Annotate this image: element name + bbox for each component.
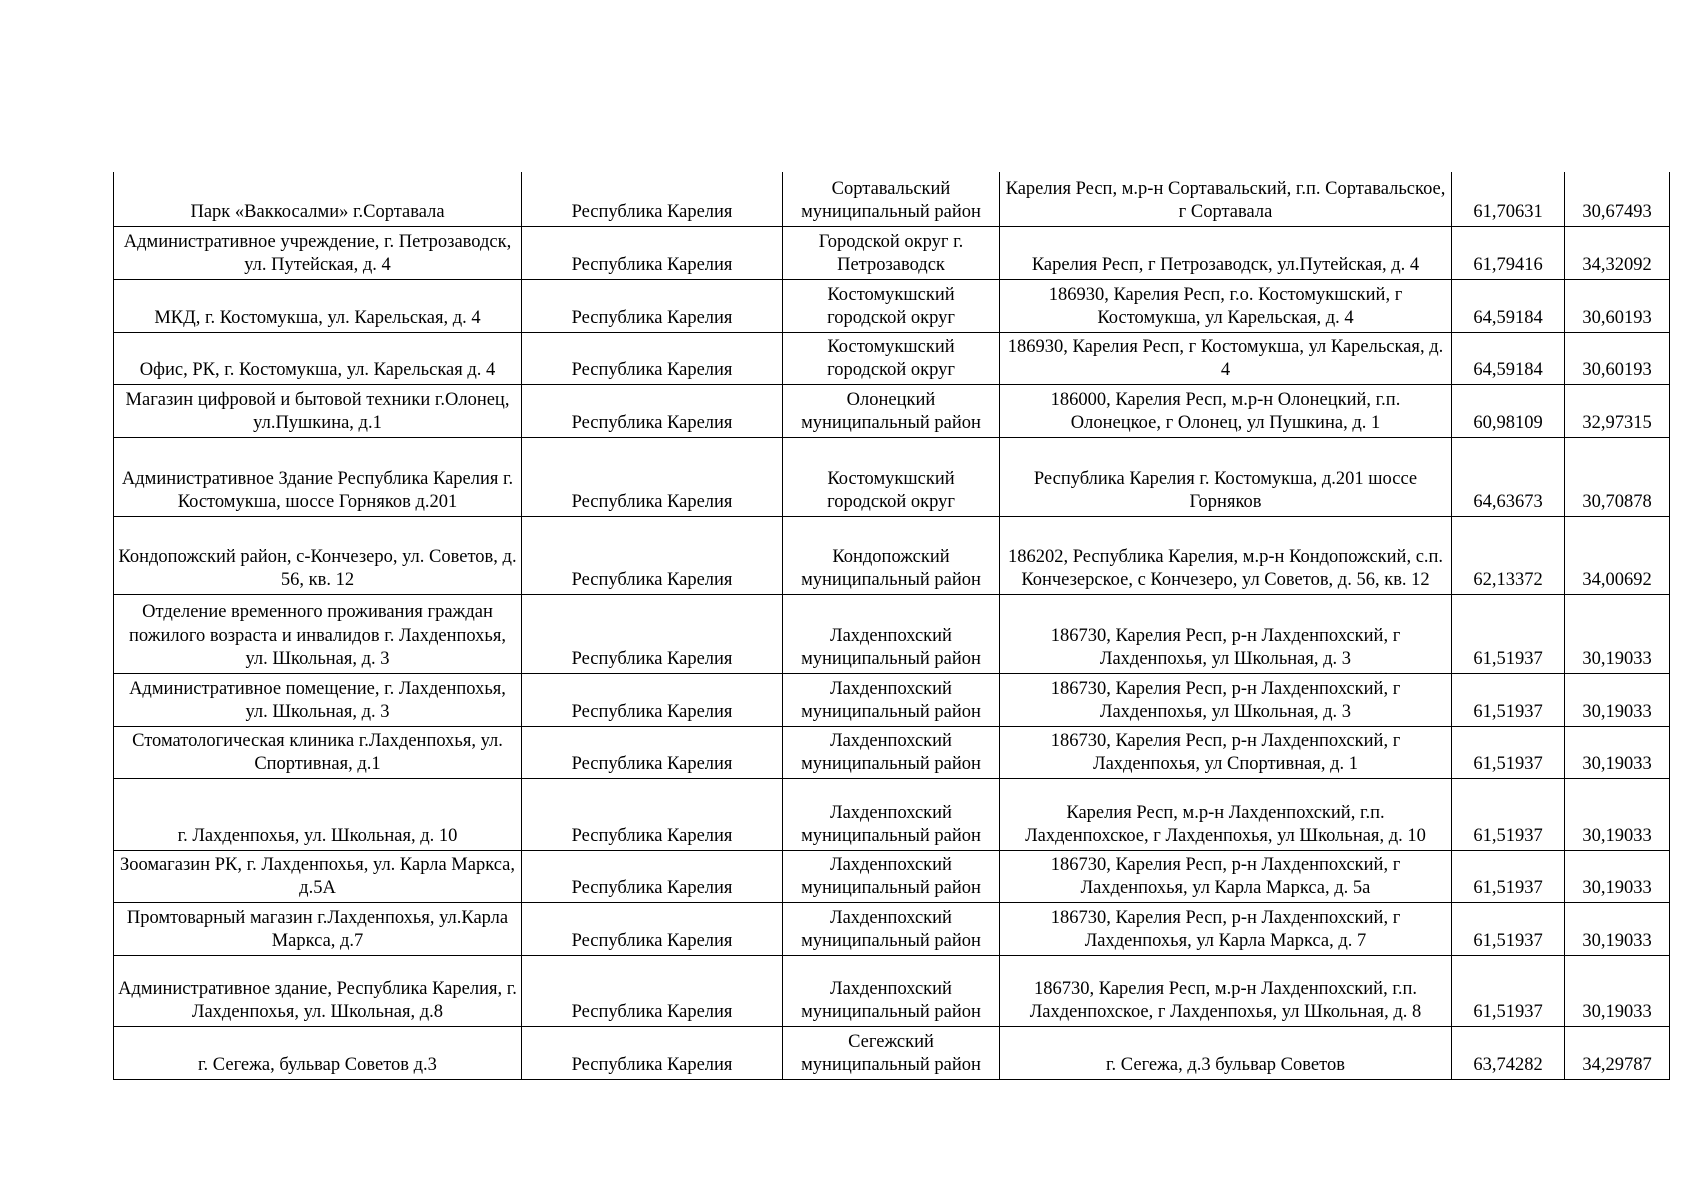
- municipality-cell: Костомукшский городской округ: [783, 332, 1000, 384]
- longitude-cell: 30,19033: [1565, 673, 1670, 726]
- latitude-cell: 61,51937: [1452, 726, 1565, 778]
- region-cell: Республика Карелия: [522, 384, 783, 437]
- municipality-cell: Костомукшский городской округ: [783, 437, 1000, 516]
- latitude-cell: 61,51937: [1452, 673, 1565, 726]
- table-row: [114, 778, 1670, 850]
- table-row: [114, 226, 1670, 279]
- region-cell: Республика Карелия: [522, 850, 783, 902]
- address-cell: 186730, Карелия Респ, м.р-н Лахденпохский, г.п. Лахденпохское, г Лахденпохья, ул Школьная, д. 8: [1000, 955, 1452, 1026]
- longitude-cell: 30,60193: [1565, 279, 1670, 332]
- latitude-cell: 60,98109: [1452, 384, 1565, 437]
- object-name-cell: МКД, г. Костомукша, ул. Карельская, д. 4: [114, 279, 522, 332]
- latitude-cell: 61,70631: [1452, 172, 1565, 226]
- region-cell: Республика Карелия: [522, 516, 783, 594]
- longitude-cell: 30,19033: [1565, 778, 1670, 850]
- region-cell: Республика Карелия: [522, 955, 783, 1026]
- municipality-cell: Лахденпохский муниципальный район: [783, 902, 1000, 955]
- object-name-cell: Административное Здание Республика Карелия г. Костомукша, шоссе Горняков д.201: [114, 437, 522, 516]
- region-cell: Республика Карелия: [522, 226, 783, 279]
- latitude-cell: 64,63673: [1452, 437, 1565, 516]
- latitude-cell: 62,13372: [1452, 516, 1565, 594]
- region-cell: Республика Карелия: [522, 437, 783, 516]
- municipality-cell: Лахденпохский муниципальный район: [783, 673, 1000, 726]
- table-row: [114, 955, 1670, 1026]
- region-cell: Республика Карелия: [522, 673, 783, 726]
- latitude-cell: 61,51937: [1452, 778, 1565, 850]
- municipality-cell: Лахденпохский муниципальный район: [783, 778, 1000, 850]
- address-cell: Республика Карелия г. Костомукша, д.201 шоссе Горняков: [1000, 437, 1452, 516]
- latitude-cell: 63,74282: [1452, 1026, 1565, 1079]
- latitude-cell: 61,79416: [1452, 226, 1565, 279]
- object-name-cell: Административное здание, Республика Карелия, г. Лахденпохья, ул. Школьная, д.8: [114, 955, 522, 1026]
- object-name-cell: Офис, РК, г. Костомукша, ул. Карельская д. 4: [114, 332, 522, 384]
- address-cell: 186000, Карелия Респ, м.р-н Олонецкий, г.п. Олонецкое, г Олонец, ул Пушкина, д. 1: [1000, 384, 1452, 437]
- municipality-cell: Городской округ г. Петрозаводск: [783, 226, 1000, 279]
- object-name-cell: Магазин цифровой и бытовой техники г.Олонец, ул.Пушкина, д.1: [114, 384, 522, 437]
- longitude-cell: 30,19033: [1565, 726, 1670, 778]
- municipality-cell: Олонецкий муниципальный район: [783, 384, 1000, 437]
- region-cell: Республика Карелия: [522, 172, 783, 226]
- table-row: [114, 594, 1670, 673]
- longitude-cell: 30,70878: [1565, 437, 1670, 516]
- table-row: [114, 726, 1670, 778]
- municipality-cell: Лахденпохский муниципальный район: [783, 594, 1000, 673]
- address-cell: 186730, Карелия Респ, р-н Лахденпохский, г Лахденпохья, ул Школьная, д. 3: [1000, 673, 1452, 726]
- address-cell: 186730, Карелия Респ, р-н Лахденпохский, г Лахденпохья, ул Карла Маркса, д. 7: [1000, 902, 1452, 955]
- address-cell: г. Сегежа, д.3 бульвар Советов: [1000, 1026, 1452, 1079]
- latitude-cell: 61,51937: [1452, 955, 1565, 1026]
- latitude-cell: 61,51937: [1452, 594, 1565, 673]
- latitude-cell: 64,59184: [1452, 332, 1565, 384]
- object-name-cell: Промтоварный магазин г.Лахденпохья, ул.Карла Маркса, д.7: [114, 902, 522, 955]
- table-row: [114, 172, 1670, 226]
- object-name-cell: Зоомагазин РК, г. Лахденпохья, ул. Карла Маркса, д.5А: [114, 850, 522, 902]
- table-row: [114, 1026, 1670, 1079]
- longitude-cell: 34,32092: [1565, 226, 1670, 279]
- longitude-cell: 30,67493: [1565, 172, 1670, 226]
- table-row: [114, 516, 1670, 594]
- municipality-cell: Лахденпохский муниципальный район: [783, 955, 1000, 1026]
- municipality-cell: Лахденпохский муниципальный район: [783, 726, 1000, 778]
- object-name-cell: Административное помещение, г. Лахденпохья, ул. Школьная, д. 3: [114, 673, 522, 726]
- region-cell: Республика Карелия: [522, 902, 783, 955]
- table-row: [114, 673, 1670, 726]
- longitude-cell: 30,19033: [1565, 594, 1670, 673]
- municipality-cell: Костомукшский городской округ: [783, 279, 1000, 332]
- longitude-cell: 34,00692: [1565, 516, 1670, 594]
- address-cell: Карелия Респ, м.р-н Сортавальский, г.п. Сортавальское, г Сортавала: [1000, 172, 1452, 226]
- municipality-cell: Сегежский муниципальный район: [783, 1026, 1000, 1079]
- municipality-cell: Сортавальский муниципальный район: [783, 172, 1000, 226]
- address-cell: 186730, Карелия Респ, р-н Лахденпохский, г Лахденпохья, ул Спортивная, д. 1: [1000, 726, 1452, 778]
- longitude-cell: 32,97315: [1565, 384, 1670, 437]
- locations-table: [113, 172, 1670, 1080]
- table-row: [114, 279, 1670, 332]
- address-cell: Карелия Респ, г Петрозаводск, ул.Путейская, д. 4: [1000, 226, 1452, 279]
- table-row: [114, 332, 1670, 384]
- region-cell: Республика Карелия: [522, 726, 783, 778]
- object-name-cell: Парк «Ваккосалми» г.Сортавала: [114, 172, 522, 226]
- municipality-cell: Лахденпохский муниципальный район: [783, 850, 1000, 902]
- object-name-cell: г. Лахденпохья, ул. Школьная, д. 10: [114, 778, 522, 850]
- address-cell: 186930, Карелия Респ, г Костомукша, ул Карельская, д. 4: [1000, 332, 1452, 384]
- longitude-cell: 30,19033: [1565, 850, 1670, 902]
- latitude-cell: 61,51937: [1452, 902, 1565, 955]
- table-row: [114, 850, 1670, 902]
- object-name-cell: Административное учреждение, г. Петрозаводск, ул. Путейская, д. 4: [114, 226, 522, 279]
- address-cell: 186730, Карелия Респ, р-н Лахденпохский, г Лахденпохья, ул Школьная, д. 3: [1000, 594, 1452, 673]
- region-cell: Республика Карелия: [522, 1026, 783, 1079]
- latitude-cell: 61,51937: [1452, 850, 1565, 902]
- municipality-cell: Кондопожский муниципальный район: [783, 516, 1000, 594]
- object-name-cell: Отделение временного проживания граждан пожилого возраста и инвалидов г. Лахденпохья, ул. Школьная, д. 3: [114, 594, 522, 673]
- address-cell: 186202, Республика Карелия, м.р-н Кондопожский, с.п. Кончезерское, с Кончезеро, ул Советов, д. 56, кв. 12: [1000, 516, 1452, 594]
- table-row: [114, 437, 1670, 516]
- table-row: [114, 902, 1670, 955]
- region-cell: Республика Карелия: [522, 332, 783, 384]
- address-cell: 186730, Карелия Респ, р-н Лахденпохский, г Лахденпохья, ул Карла Маркса, д. 5а: [1000, 850, 1452, 902]
- region-cell: Республика Карелия: [522, 279, 783, 332]
- longitude-cell: 34,29787: [1565, 1026, 1670, 1079]
- object-name-cell: Кондопожский район, с-Кончезеро, ул. Советов, д. 56, кв. 12: [114, 516, 522, 594]
- address-cell: Карелия Респ, м.р-н Лахденпохский, г.п. Лахденпохское, г Лахденпохья, ул Школьная, д. 10: [1000, 778, 1452, 850]
- object-name-cell: г. Сегежа, бульвар Советов д.3: [114, 1026, 522, 1079]
- region-cell: Республика Карелия: [522, 594, 783, 673]
- latitude-cell: 64,59184: [1452, 279, 1565, 332]
- object-name-cell: Стоматологическая клиника г.Лахденпохья, ул. Спортивная, д.1: [114, 726, 522, 778]
- address-cell: 186930, Карелия Респ, г.о. Костомукшский, г Костомукша, ул Карельская, д. 4: [1000, 279, 1452, 332]
- longitude-cell: 30,60193: [1565, 332, 1670, 384]
- longitude-cell: 30,19033: [1565, 955, 1670, 1026]
- longitude-cell: 30,19033: [1565, 902, 1670, 955]
- region-cell: Республика Карелия: [522, 778, 783, 850]
- table-row: [114, 384, 1670, 437]
